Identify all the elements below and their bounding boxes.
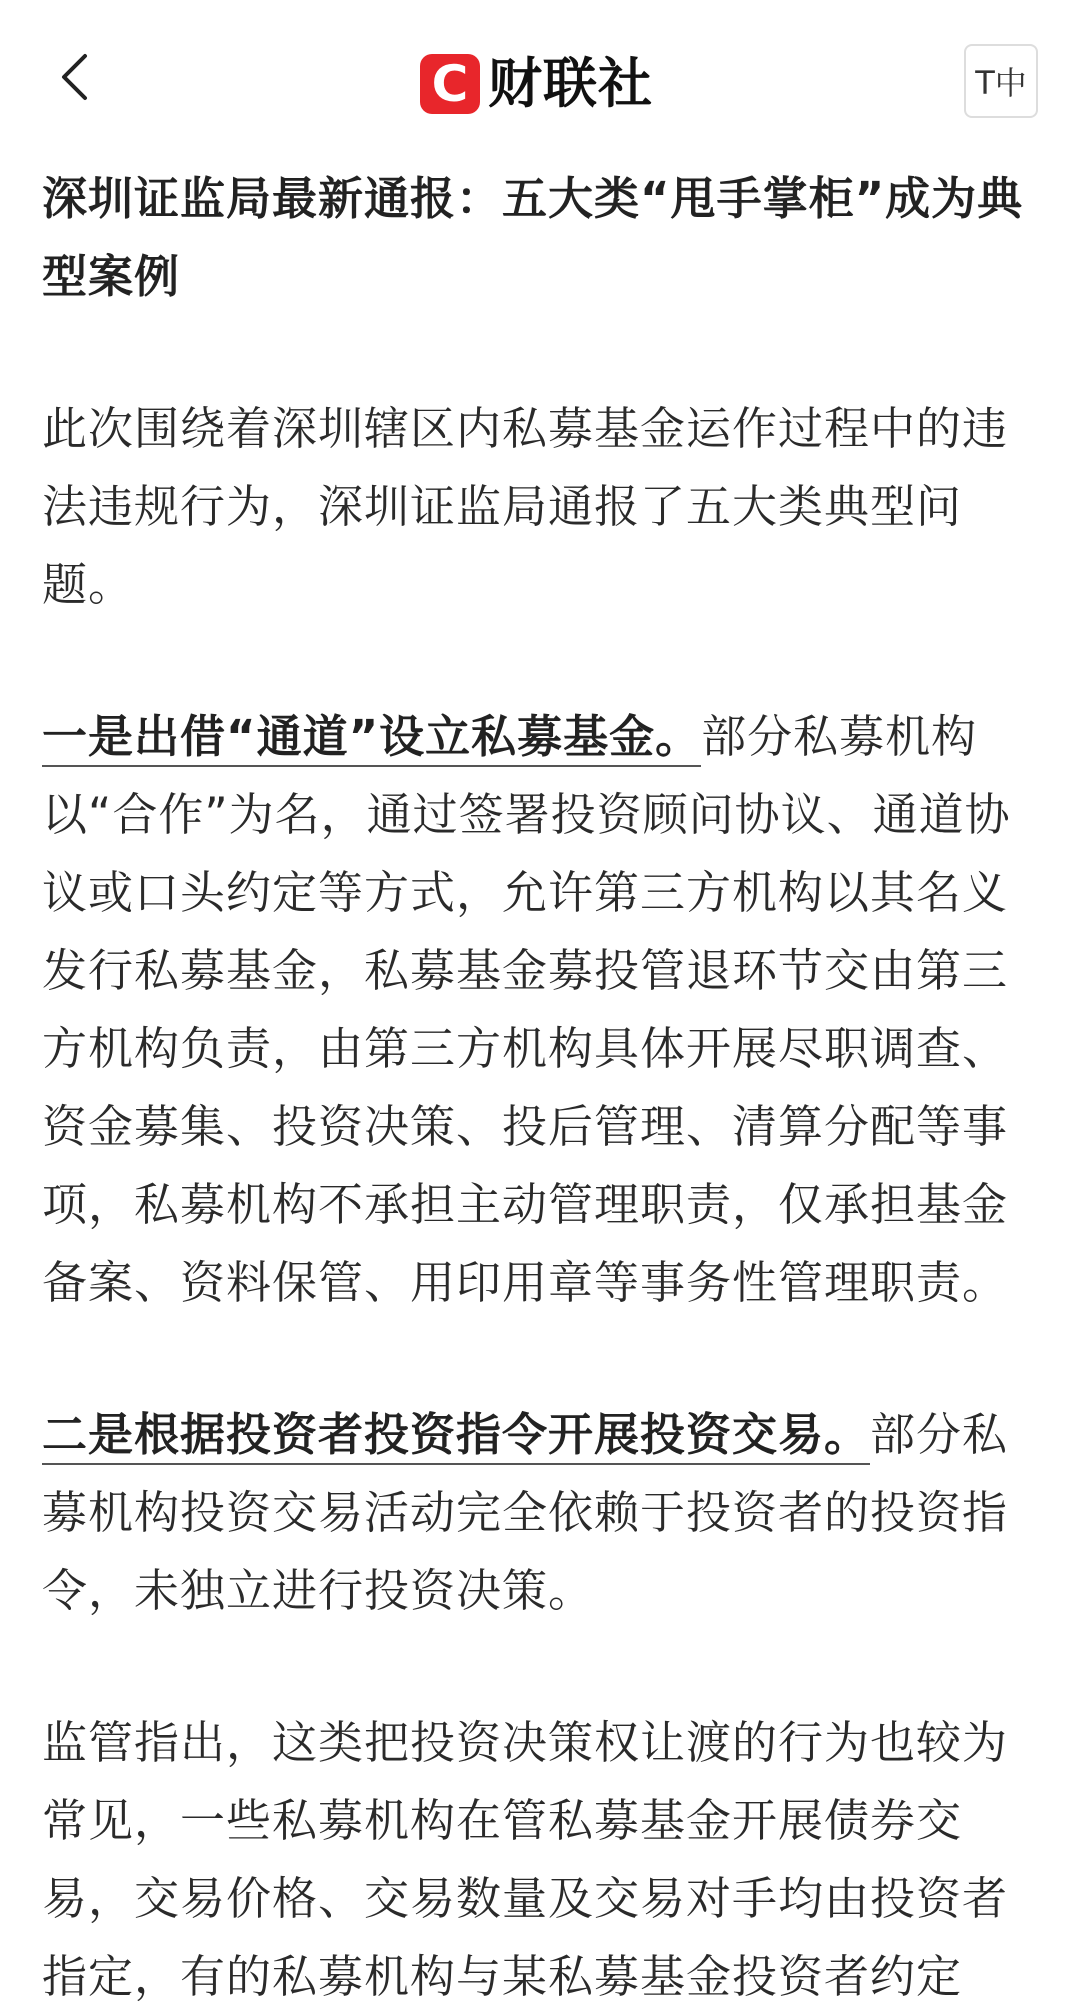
logo-text: 财联社	[488, 52, 653, 115]
back-button[interactable]	[44, 44, 104, 110]
article-point-2-paragraph	[42, 1396, 1042, 1630]
point-2-body: 部分私募机构投资交易活动完全依赖于投资者的投资指令，未独立进行投资决策。	[42, 1408, 1009, 1617]
logo-mark: C	[420, 54, 480, 114]
article-title: 深圳证监局最新通报：五大类“甩手掌柜”成为典型案例	[42, 172, 1024, 303]
point-2-heading: 二是根据投资者投资指令开展投资交易。	[42, 1408, 870, 1465]
top-navigation-bar	[0, 0, 1080, 160]
article-supervision-paragraph: 监管指出，这类把投资决策权让渡的行为也较为常见，一些私募机构在管私募基金开展债券交易，交易价格、交易数量及交易对手均由投资者指定，有的私募机构与某私募基金投资者约定	[42, 1716, 1009, 2003]
point-1-body: 部分私募机构以“合作”为名，通过签署投资顾问协议、通道协议或口头约定等方式，允许第三方机构以其名义发行私募基金，私募基金募投管退环节交由第三方机构负责，由第三方机构具体开展尽职调查、资金募集、投资决策、投后管理、清算分配等事项，私募机构不承担主动管理职责，仅承担基金备案、资料保管、用印用章等事务性管理职责。	[42, 710, 1011, 1309]
brand-logo	[420, 52, 653, 116]
article-intro-paragraph: 此次围绕着深圳辖区内私募基金运作过程中的违法违规行为，深圳证监局通报了五大类典型问题。	[42, 402, 1009, 611]
point-1-heading: 一是出借“通道”设立私募基金。	[42, 710, 701, 767]
article-point-1-paragraph	[42, 698, 1042, 1322]
font-size-button[interactable]: T中	[964, 44, 1038, 118]
chevron-left-icon	[59, 52, 89, 102]
article-body	[42, 160, 1042, 2016]
